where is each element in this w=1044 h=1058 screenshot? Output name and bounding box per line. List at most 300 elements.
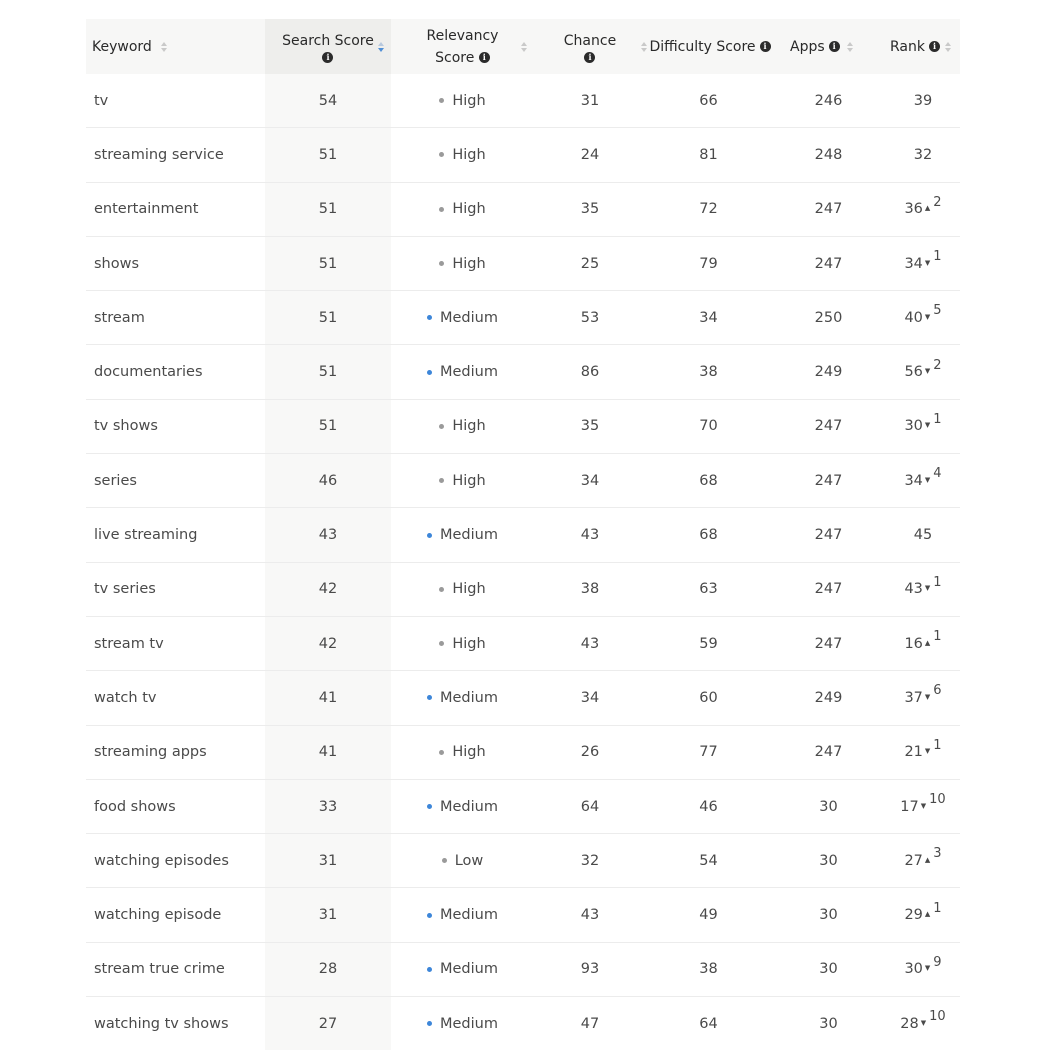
sort-icon[interactable] xyxy=(520,40,528,54)
table-header xyxy=(86,19,960,74)
arrow-up-icon: ▲ xyxy=(924,910,931,919)
rank-value: 28 xyxy=(900,1015,919,1032)
rank-value: 30 xyxy=(904,418,923,435)
keyword-cell xyxy=(94,400,264,453)
search-score-cell xyxy=(265,345,391,398)
column-header-chance[interactable] xyxy=(534,19,646,74)
arrow-down-icon: ▼ xyxy=(924,258,931,267)
arrow-down-icon: ▼ xyxy=(924,367,931,376)
difficulty-value: 77 xyxy=(699,744,718,761)
column-header-apps[interactable] xyxy=(790,19,870,74)
apps-value: 30 xyxy=(819,1015,838,1032)
column-label-search-score: Search Score xyxy=(282,33,374,49)
relevancy-cell xyxy=(391,888,534,941)
column-label-chance: Chance xyxy=(563,33,617,49)
apps-value: 247 xyxy=(814,418,843,435)
chance-value: 93 xyxy=(580,961,600,978)
chance-value: 53 xyxy=(580,309,600,326)
difficulty-cell xyxy=(646,128,771,181)
column-label-relevancy-score: Score xyxy=(435,49,475,66)
arrow-up-icon: ▲ xyxy=(924,855,931,864)
apps-value: 248 xyxy=(814,146,843,163)
keyword-text: watching tv shows xyxy=(94,1015,229,1032)
relevancy-value: High xyxy=(452,635,486,652)
rank-cell xyxy=(886,237,960,290)
relevancy-dot-icon xyxy=(427,370,432,375)
rank-cell xyxy=(886,997,960,1050)
arrow-up-icon: ▲ xyxy=(924,638,931,647)
search-score-cell xyxy=(265,454,391,507)
search-score-cell xyxy=(265,74,391,127)
rank-change-value: 4 xyxy=(933,466,942,482)
keyword-cell xyxy=(94,74,264,127)
rank-change-value: 9 xyxy=(933,954,942,970)
relevancy-cell xyxy=(391,128,534,181)
search-score-value: 51 xyxy=(318,418,338,435)
table-body xyxy=(86,74,960,1050)
info-icon[interactable]: i xyxy=(479,52,490,63)
apps-cell xyxy=(771,237,886,290)
keyword-text: streaming service xyxy=(94,146,224,163)
relevancy-cell xyxy=(391,563,534,616)
chance-cell xyxy=(534,834,646,887)
difficulty-value: 54 xyxy=(699,852,718,869)
relevancy-dot-icon xyxy=(439,207,444,212)
column-label-apps: Apps xyxy=(790,38,825,55)
relevancy-value: Medium xyxy=(440,689,498,706)
relevancy-value: High xyxy=(452,92,486,109)
search-score-value: 31 xyxy=(318,907,338,924)
keyword-cell xyxy=(94,780,264,833)
info-icon[interactable]: i xyxy=(929,41,940,52)
keyword-text: watching episode xyxy=(94,907,222,924)
column-label-keyword: Keyword xyxy=(92,38,152,55)
keyword-text: series xyxy=(94,472,137,489)
search-score-value: 33 xyxy=(318,798,338,815)
rank-change-value: 1 xyxy=(933,249,942,265)
difficulty-cell xyxy=(646,345,771,398)
relevancy-cell xyxy=(391,671,534,724)
relevancy-dot-icon xyxy=(439,587,444,592)
keyword-cell xyxy=(94,563,264,616)
rank-change-value: 10 xyxy=(929,1009,946,1025)
keyword-table xyxy=(86,19,960,1050)
relevancy-dot-icon xyxy=(439,478,444,483)
difficulty-value: 68 xyxy=(699,527,718,544)
search-score-value: 42 xyxy=(318,635,338,652)
apps-cell xyxy=(771,345,886,398)
keyword-text: tv shows xyxy=(94,418,158,435)
table-row[interactable] xyxy=(86,237,960,291)
keyword-cell xyxy=(94,671,264,724)
keyword-cell xyxy=(94,508,264,561)
rank-cell xyxy=(886,780,960,833)
difficulty-cell xyxy=(646,834,771,887)
arrow-down-icon: ▼ xyxy=(924,584,931,593)
arrow-down-icon: ▼ xyxy=(924,964,931,973)
column-header-difficulty-score[interactable] xyxy=(645,19,775,74)
arrow-down-icon: ▼ xyxy=(924,747,931,756)
keyword-cell xyxy=(94,454,264,507)
relevancy-value: High xyxy=(452,255,486,272)
difficulty-value: 38 xyxy=(699,961,718,978)
search-score-cell xyxy=(265,726,391,779)
rank-cell xyxy=(886,888,960,941)
relevancy-cell xyxy=(391,183,534,236)
difficulty-value: 38 xyxy=(699,364,718,381)
rank-value: 34 xyxy=(904,472,923,489)
table-row[interactable] xyxy=(86,617,960,671)
relevancy-value: Medium xyxy=(440,1015,498,1032)
relevancy-cell xyxy=(391,617,534,670)
rank-cell xyxy=(886,400,960,453)
table-row[interactable] xyxy=(86,726,960,780)
chance-value: 47 xyxy=(580,1015,600,1032)
chance-value: 38 xyxy=(580,581,600,598)
table-row[interactable] xyxy=(86,780,960,834)
apps-value: 247 xyxy=(814,201,843,218)
search-score-cell xyxy=(265,237,391,290)
apps-cell xyxy=(771,400,886,453)
keyword-text: watch tv xyxy=(94,689,157,706)
column-header-search-score[interactable] xyxy=(265,19,391,74)
table-row[interactable] xyxy=(86,943,960,997)
search-score-value: 31 xyxy=(318,852,338,869)
rank-value: 17 xyxy=(900,798,919,815)
rank-value: 34 xyxy=(904,255,923,272)
difficulty-value: 34 xyxy=(699,309,718,326)
difficulty-value: 49 xyxy=(699,907,718,924)
table-row[interactable] xyxy=(86,400,960,454)
search-score-cell xyxy=(265,563,391,616)
apps-value: 30 xyxy=(819,852,838,869)
apps-cell xyxy=(771,888,886,941)
chance-value: 64 xyxy=(580,798,600,815)
relevancy-cell xyxy=(391,74,534,127)
difficulty-cell xyxy=(646,237,771,290)
keyword-cell xyxy=(94,291,264,344)
chance-value: 32 xyxy=(580,852,600,869)
keyword-text: live streaming xyxy=(94,527,198,544)
chance-cell xyxy=(534,943,646,996)
search-score-cell xyxy=(265,834,391,887)
rank-change-value: 3 xyxy=(933,846,942,862)
relevancy-value: Medium xyxy=(440,961,498,978)
arrow-down-icon: ▼ xyxy=(920,1018,927,1027)
rank-value: 56 xyxy=(904,364,923,381)
arrow-down-icon: ▼ xyxy=(924,475,931,484)
difficulty-value: 81 xyxy=(699,146,718,163)
sort-icon[interactable] xyxy=(377,40,385,54)
arrow-down-icon: ▼ xyxy=(924,421,931,430)
keyword-text: entertainment xyxy=(94,201,199,218)
relevancy-dot-icon xyxy=(439,261,444,266)
chance-cell xyxy=(534,780,646,833)
difficulty-value: 63 xyxy=(699,581,718,598)
rank-cell xyxy=(886,454,960,507)
info-icon[interactable]: i xyxy=(322,52,333,63)
keyword-text: stream true crime xyxy=(94,961,225,978)
apps-value: 30 xyxy=(819,907,838,924)
table-row[interactable] xyxy=(86,834,960,888)
difficulty-cell xyxy=(646,400,771,453)
chance-cell xyxy=(534,726,646,779)
difficulty-cell xyxy=(646,888,771,941)
apps-cell xyxy=(771,780,886,833)
rank-cell xyxy=(886,74,960,127)
apps-cell xyxy=(771,183,886,236)
relevancy-cell xyxy=(391,345,534,398)
chance-cell xyxy=(534,183,646,236)
chance-cell xyxy=(534,888,646,941)
rank-value: 37 xyxy=(904,689,923,706)
keyword-text: stream tv xyxy=(94,635,164,652)
column-label-difficulty: Difficulty Score xyxy=(649,38,756,55)
rank-value: 36 xyxy=(904,201,923,218)
apps-value: 247 xyxy=(814,527,843,544)
keyword-text: food shows xyxy=(94,798,176,815)
rank-change-value: 2 xyxy=(933,194,942,210)
column-header-rank[interactable] xyxy=(890,19,962,74)
relevancy-cell xyxy=(391,400,534,453)
arrow-down-icon: ▼ xyxy=(924,312,931,321)
rank-cell xyxy=(886,726,960,779)
search-score-value: 27 xyxy=(318,1015,338,1032)
arrow-up-icon: ▲ xyxy=(924,204,931,213)
keyword-cell xyxy=(94,183,264,236)
apps-cell xyxy=(771,726,886,779)
relevancy-cell xyxy=(391,834,534,887)
rank-change-value: 1 xyxy=(933,629,942,645)
chance-cell xyxy=(534,617,646,670)
keyword-text: streaming apps xyxy=(94,744,207,761)
apps-cell xyxy=(771,508,886,561)
difficulty-value: 59 xyxy=(699,635,718,652)
rank-cell xyxy=(886,508,960,561)
table-row[interactable] xyxy=(86,997,960,1050)
relevancy-dot-icon xyxy=(439,98,444,103)
sort-icon[interactable] xyxy=(160,40,168,54)
search-score-cell xyxy=(265,997,391,1050)
search-score-cell xyxy=(265,671,391,724)
rank-value: 16 xyxy=(904,635,923,652)
difficulty-value: 66 xyxy=(699,92,718,109)
rank-value: 43 xyxy=(904,581,923,598)
search-score-cell xyxy=(265,183,391,236)
rank-value: 32 xyxy=(913,146,933,163)
relevancy-dot-icon xyxy=(427,967,432,972)
sort-icon[interactable] xyxy=(846,40,854,54)
rank-change-value: 1 xyxy=(933,411,942,427)
relevancy-cell xyxy=(391,454,534,507)
difficulty-value: 79 xyxy=(699,255,718,272)
table-row[interactable] xyxy=(86,345,960,399)
search-score-value: 51 xyxy=(318,255,338,272)
rank-value: 27 xyxy=(904,852,923,869)
apps-value: 249 xyxy=(814,689,843,706)
table-row[interactable] xyxy=(86,454,960,508)
apps-value: 247 xyxy=(814,635,843,652)
relevancy-dot-icon xyxy=(442,858,447,863)
apps-cell xyxy=(771,943,886,996)
search-score-cell xyxy=(265,291,391,344)
apps-cell xyxy=(771,291,886,344)
relevancy-value: Medium xyxy=(440,527,498,544)
difficulty-cell xyxy=(646,183,771,236)
rank-value: 40 xyxy=(904,309,923,326)
search-score-cell xyxy=(265,780,391,833)
keyword-text: stream xyxy=(94,309,145,326)
difficulty-cell xyxy=(646,726,771,779)
rank-value: 29 xyxy=(904,907,923,924)
difficulty-cell xyxy=(646,454,771,507)
relevancy-value: High xyxy=(452,201,486,218)
difficulty-cell xyxy=(646,780,771,833)
info-icon[interactable]: i xyxy=(760,41,771,52)
relevancy-dot-icon xyxy=(439,750,444,755)
column-label-relevancy: Relevancy xyxy=(426,27,499,44)
keyword-text: documentaries xyxy=(94,364,203,381)
search-score-value: 51 xyxy=(318,309,338,326)
table-row[interactable] xyxy=(86,563,960,617)
relevancy-value: Low xyxy=(454,852,484,869)
chance-value: 34 xyxy=(580,472,600,489)
rank-change-value: 10 xyxy=(929,792,946,807)
rank-cell xyxy=(886,617,960,670)
apps-cell xyxy=(771,128,886,181)
relevancy-value: Medium xyxy=(440,364,498,381)
apps-value: 30 xyxy=(819,961,838,978)
relevancy-value: High xyxy=(452,581,486,598)
chance-cell xyxy=(534,508,646,561)
search-score-cell xyxy=(265,128,391,181)
apps-cell xyxy=(771,834,886,887)
apps-cell xyxy=(771,74,886,127)
difficulty-cell xyxy=(646,291,771,344)
column-header-relevancy-score[interactable] xyxy=(391,19,534,74)
chance-cell xyxy=(534,454,646,507)
relevancy-value: High xyxy=(452,472,486,489)
chance-value: 31 xyxy=(580,92,600,109)
chance-cell xyxy=(534,74,646,127)
info-icon[interactable]: i xyxy=(829,41,840,52)
difficulty-cell xyxy=(646,74,771,127)
apps-cell xyxy=(771,617,886,670)
table-row[interactable] xyxy=(86,291,960,345)
rank-cell xyxy=(886,128,960,181)
chance-cell xyxy=(534,997,646,1050)
relevancy-dot-icon xyxy=(427,695,432,700)
relevancy-dot-icon xyxy=(427,315,432,320)
apps-cell xyxy=(771,454,886,507)
difficulty-value: 72 xyxy=(699,201,718,218)
apps-cell xyxy=(771,563,886,616)
chance-cell xyxy=(534,400,646,453)
keyword-text: watching episodes xyxy=(94,852,229,869)
apps-value: 250 xyxy=(814,309,843,326)
difficulty-value: 64 xyxy=(699,1015,718,1032)
relevancy-dot-icon xyxy=(427,804,432,809)
chance-cell xyxy=(534,563,646,616)
column-header-keyword[interactable] xyxy=(92,19,262,74)
difficulty-value: 70 xyxy=(699,418,718,435)
rank-cell xyxy=(886,671,960,724)
chance-value: 34 xyxy=(580,689,600,706)
rank-change-value: 1 xyxy=(933,737,942,753)
rank-change-value: 1 xyxy=(933,900,942,916)
chance-value: 43 xyxy=(580,527,600,544)
difficulty-cell xyxy=(646,997,771,1050)
rank-cell xyxy=(886,943,960,996)
apps-value: 246 xyxy=(814,92,843,109)
search-score-cell xyxy=(265,943,391,996)
search-score-cell xyxy=(265,508,391,561)
apps-value: 247 xyxy=(814,472,843,489)
difficulty-cell xyxy=(646,943,771,996)
apps-cell xyxy=(771,671,886,724)
relevancy-cell xyxy=(391,943,534,996)
relevancy-cell xyxy=(391,508,534,561)
rank-cell xyxy=(886,345,960,398)
search-score-value: 51 xyxy=(318,146,338,163)
relevancy-dot-icon xyxy=(427,913,432,918)
keyword-cell xyxy=(94,834,264,887)
difficulty-cell xyxy=(646,563,771,616)
info-icon[interactable]: i xyxy=(584,52,595,63)
apps-value: 247 xyxy=(814,581,843,598)
keyword-text: shows xyxy=(94,255,140,272)
relevancy-value: High xyxy=(452,744,486,761)
relevancy-dot-icon xyxy=(439,152,444,157)
relevancy-cell xyxy=(391,780,534,833)
chance-cell xyxy=(534,237,646,290)
chance-value: 35 xyxy=(580,201,600,218)
table-row[interactable] xyxy=(86,183,960,237)
chance-value: 86 xyxy=(580,364,600,381)
keyword-cell xyxy=(94,345,264,398)
rank-value: 21 xyxy=(904,744,923,761)
search-score-value: 42 xyxy=(318,581,338,598)
search-score-value: 54 xyxy=(318,92,338,109)
chance-value: 43 xyxy=(580,907,600,924)
search-score-value: 51 xyxy=(318,201,338,218)
table-row[interactable] xyxy=(86,671,960,725)
search-score-cell xyxy=(265,400,391,453)
relevancy-value: High xyxy=(452,418,486,435)
table-row[interactable] xyxy=(86,508,960,562)
search-score-value: 41 xyxy=(318,744,338,761)
keyword-cell xyxy=(94,888,264,941)
keyword-cell xyxy=(94,617,264,670)
search-score-value: 28 xyxy=(318,961,338,978)
rank-change-value: 5 xyxy=(933,303,942,319)
table-row[interactable] xyxy=(86,74,960,128)
table-row[interactable] xyxy=(86,888,960,942)
chance-value: 35 xyxy=(580,418,600,435)
relevancy-value: Medium xyxy=(440,309,498,326)
chance-cell xyxy=(534,671,646,724)
keyword-cell xyxy=(94,128,264,181)
relevancy-dot-icon xyxy=(427,1021,432,1026)
relevancy-value: Medium xyxy=(440,798,498,815)
chance-value: 26 xyxy=(580,744,600,761)
table-row[interactable] xyxy=(86,128,960,182)
search-score-cell xyxy=(265,888,391,941)
sort-icon[interactable] xyxy=(944,40,952,54)
rank-value: 30 xyxy=(904,961,923,978)
rank-change-value: 1 xyxy=(933,574,942,590)
search-score-value: 46 xyxy=(318,472,338,489)
